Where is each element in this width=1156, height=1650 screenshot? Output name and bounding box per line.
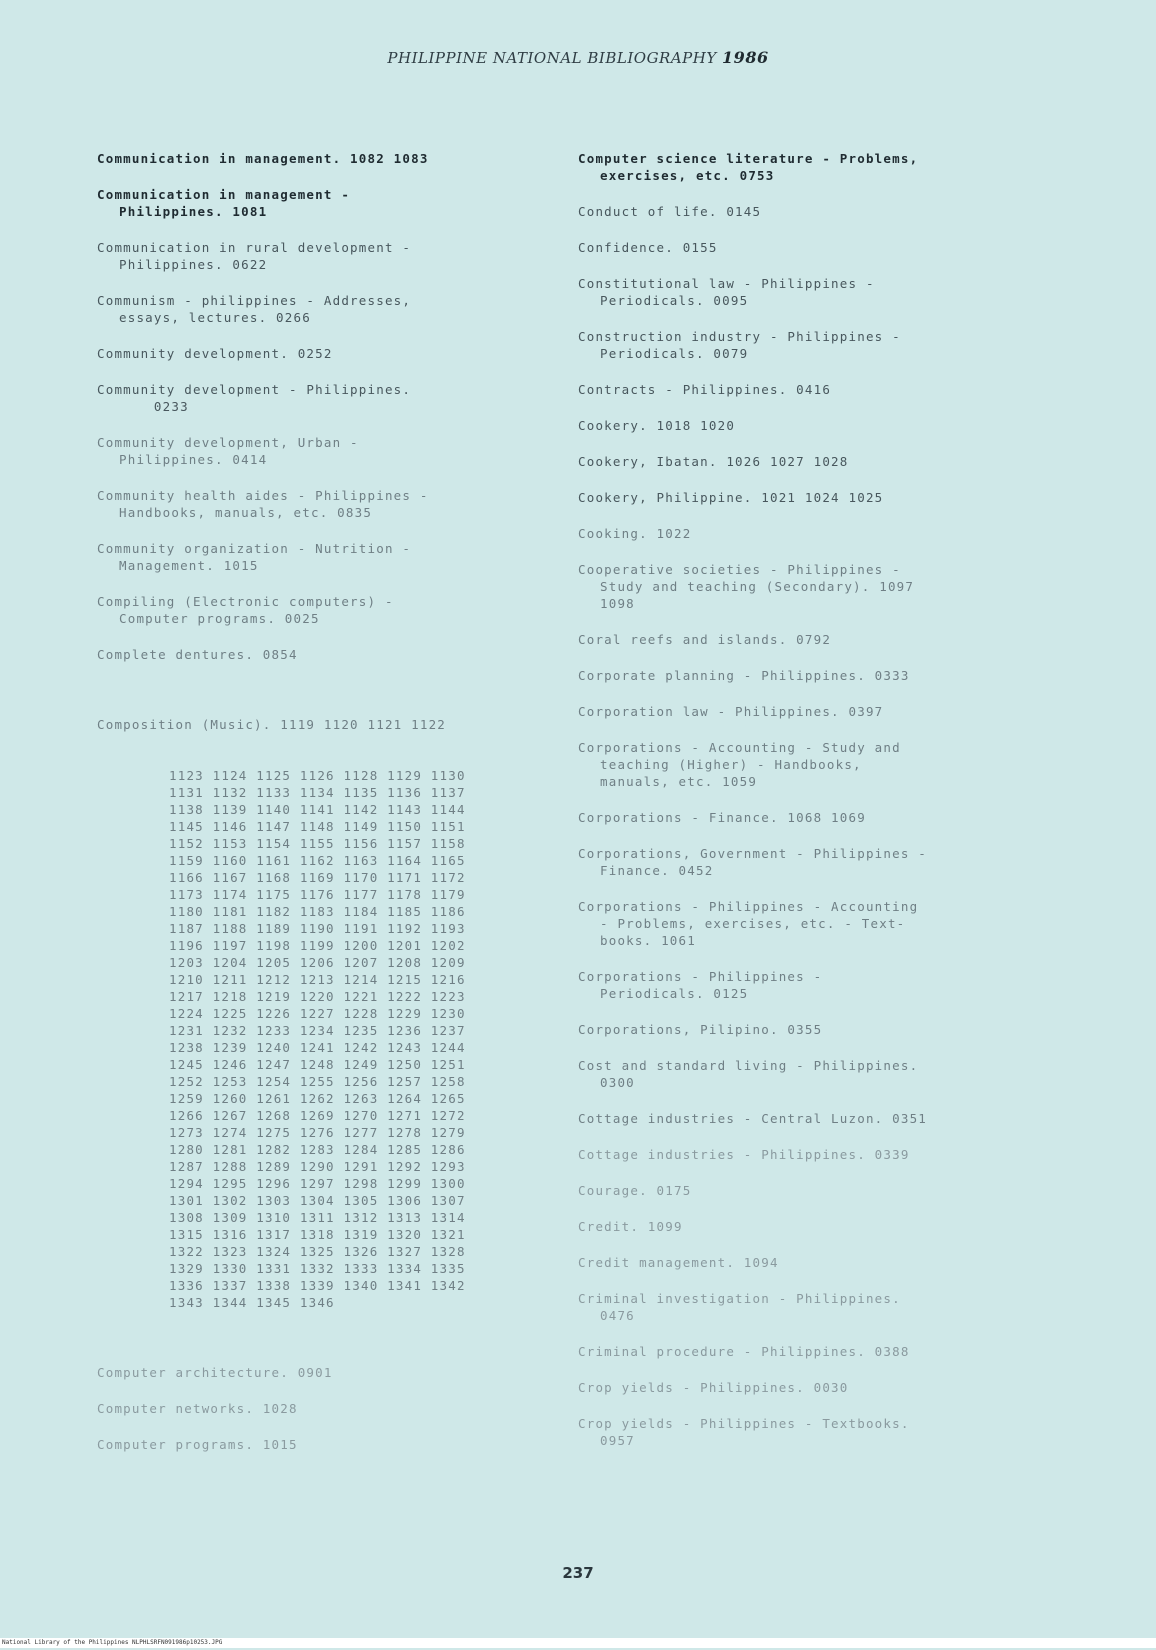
index-entry: Cottage industries - Central Luzon. 0351 xyxy=(578,1111,928,1126)
number-row: 1252 1253 1254 1255 1256 1257 1258 xyxy=(169,1074,466,1089)
index-entry: Criminal investigation - Philippines. 0476 xyxy=(578,1291,901,1323)
index-entry: Computer architecture. 0901 xyxy=(97,1365,333,1380)
index-entry: Crop yields - Philippines. 0030 xyxy=(578,1380,849,1395)
number-row: 1123 1124 1125 1126 1128 1129 1130 xyxy=(169,768,466,783)
number-row: 1273 1274 1275 1276 1277 1278 1279 xyxy=(169,1125,466,1140)
number-row: 1131 1132 1133 1134 1135 1136 1137 xyxy=(169,785,466,800)
index-entry: Corporations - Finance. 1068 1069 xyxy=(578,810,866,825)
index-entry: Crop yields - Philippines - Textbooks. 0957 xyxy=(578,1416,910,1448)
index-entry: Cookery, Ibatan. 1026 1027 1028 xyxy=(578,454,849,469)
right-column xyxy=(578,150,1028,1468)
number-row: 1245 1246 1247 1248 1249 1250 1251 xyxy=(169,1057,466,1072)
number-row: 1152 1153 1154 1155 1156 1157 1158 xyxy=(169,836,466,851)
index-entry: Compiling (Electronic computers) - Computer programs. 0025 xyxy=(97,594,394,626)
index-entry: Corporations, Government - Philippines - Finance. 0452 xyxy=(578,846,928,878)
left-column xyxy=(97,150,552,1472)
index-entry: Constitutional law - Philippines - Periodicals. 0095 xyxy=(578,276,875,308)
index-entry: Cost and standard living - Philippines. 0300 xyxy=(578,1058,919,1090)
index-entry: Construction industry - Philippines - Periodicals. 0079 xyxy=(578,329,901,361)
index-entry: Community health aides - Philippines - Handbooks, manuals, etc. 0835 xyxy=(97,488,429,520)
number-row: 1173 1174 1175 1176 1177 1178 1179 xyxy=(169,887,466,902)
index-entry: Community organization - Nutrition - Management. 1015 xyxy=(97,541,412,573)
number-row: 1159 1160 1161 1162 1163 1164 1165 xyxy=(169,853,466,868)
index-entry: Confidence. 0155 xyxy=(578,240,718,255)
number-row: 1187 1188 1189 1190 1191 1192 1193 xyxy=(169,921,466,936)
number-row: 1343 1344 1345 1346 xyxy=(169,1295,335,1310)
number-row: 1315 1316 1317 1318 1319 1320 1321 xyxy=(169,1227,466,1242)
number-row: 1231 1232 1233 1234 1235 1236 1237 xyxy=(169,1023,466,1038)
index-entry: Cookery, Philippine. 1021 1024 1025 xyxy=(578,490,884,505)
index-entry: Community development - Philippines. 0233 xyxy=(97,382,412,414)
number-row: 1308 1309 1310 1311 1312 1313 1314 xyxy=(169,1210,466,1225)
number-row: 1166 1167 1168 1169 1170 1171 1172 xyxy=(169,870,466,885)
index-entry: Criminal procedure - Philippines. 0388 xyxy=(578,1344,910,1359)
index-entry: Corporations - Philippines - Accounting - Problems, exercises, etc. - Text- books. 1061 xyxy=(578,899,919,948)
index-entry: Corporate planning - Philippines. 0333 xyxy=(578,668,910,683)
index-entry: Credit. 1099 xyxy=(578,1219,683,1234)
number-row: 1203 1204 1205 1206 1207 1208 1209 xyxy=(169,955,466,970)
index-entry: Communication in management. 1082 1083 xyxy=(97,151,429,166)
number-row: 1210 1211 1212 1213 1214 1215 1216 xyxy=(169,972,466,987)
index-entry: Corporation law - Philippines. 0397 xyxy=(578,704,884,719)
index-entry: Courage. 0175 xyxy=(578,1183,692,1198)
number-row: 1180 1181 1182 1183 1184 1185 1186 xyxy=(169,904,466,919)
index-entry: Cookery. 1018 1020 xyxy=(578,418,736,433)
number-row: 1238 1239 1240 1241 1242 1243 1244 xyxy=(169,1040,466,1055)
index-entry: Contracts - Philippines. 0416 xyxy=(578,382,832,397)
page-number: 237 xyxy=(562,1564,594,1582)
running-header xyxy=(0,48,1156,67)
index-entry: Complete dentures. 0854 xyxy=(97,647,298,662)
index-entry: Communication in management - Philippines. 1081 xyxy=(97,187,351,219)
number-row: 1280 1281 1282 1283 1284 1285 1286 xyxy=(169,1142,466,1157)
composition-music-entry xyxy=(97,682,552,1345)
index-entry: Cooperative societies - Philippines - Study and teaching (Secondary). 1097 1098 xyxy=(578,562,915,611)
number-row: 1294 1295 1296 1297 1298 1299 1300 xyxy=(169,1176,466,1191)
index-entry: Corporations, Pilipino. 0355 xyxy=(578,1022,823,1037)
index-entry: Cooking. 1022 xyxy=(578,526,692,541)
number-row: 1336 1337 1338 1339 1340 1341 1342 xyxy=(169,1278,466,1293)
number-row: 1287 1288 1289 1290 1291 1292 1293 xyxy=(169,1159,466,1174)
bibliography-title: PHILIPPINE NATIONAL BIBLIOGRAPHY xyxy=(387,49,717,67)
composition-numbers xyxy=(119,767,552,1311)
number-row: 1138 1139 1140 1141 1142 1143 1144 xyxy=(169,802,466,817)
index-entry: Corporations - Philippines - Periodicals. 0125 xyxy=(578,969,823,1001)
number-row: 1266 1267 1268 1269 1270 1271 1272 xyxy=(169,1108,466,1123)
index-entry: Computer networks. 1028 xyxy=(97,1401,298,1416)
number-row: 1224 1225 1226 1227 1228 1229 1230 xyxy=(169,1006,466,1021)
number-row: 1322 1323 1324 1325 1326 1327 1328 xyxy=(169,1244,466,1259)
index-entry: Communism - philippines - Addresses, essays, lectures. 0266 xyxy=(97,293,412,325)
bibliography-year: 1986 xyxy=(722,48,769,67)
index-entry: Conduct of life. 0145 xyxy=(578,204,762,219)
composition-heading: Composition (Music). 1119 1120 1121 1122 xyxy=(97,717,447,732)
number-row: 1196 1197 1198 1199 1200 1201 1202 xyxy=(169,938,466,953)
index-entry: Communication in rural development - Philippines. 0622 xyxy=(97,240,412,272)
index-entry: Computer science literature - Problems, exercises, etc. 0753 xyxy=(578,151,919,183)
number-row: 1329 1330 1331 1332 1333 1334 1335 xyxy=(169,1261,466,1276)
index-entry: Community development, Urban - Philippines. 0414 xyxy=(97,435,359,467)
index-entry: Community development. 0252 xyxy=(97,346,333,361)
index-entry: Credit management. 1094 xyxy=(578,1255,779,1270)
number-row: 1145 1146 1147 1148 1149 1150 1151 xyxy=(169,819,466,834)
index-entry: Corporations - Accounting - Study and teaching (Higher) - Handbooks, manuals, etc. 1059 xyxy=(578,740,901,789)
number-row: 1301 1302 1303 1304 1305 1306 1307 xyxy=(169,1193,466,1208)
index-entry: Coral reefs and islands. 0792 xyxy=(578,632,832,647)
index-entry: Computer programs. 1015 xyxy=(97,1437,298,1452)
scan-footer: National Library of the Philippines NLPHLSRFN091986p10253.JPG xyxy=(2,1639,223,1646)
number-row: 1217 1218 1219 1220 1221 1222 1223 xyxy=(169,989,466,1004)
index-entry: Cottage industries - Philippines. 0339 xyxy=(578,1147,910,1162)
number-row: 1259 1260 1261 1262 1263 1264 1265 xyxy=(169,1091,466,1106)
